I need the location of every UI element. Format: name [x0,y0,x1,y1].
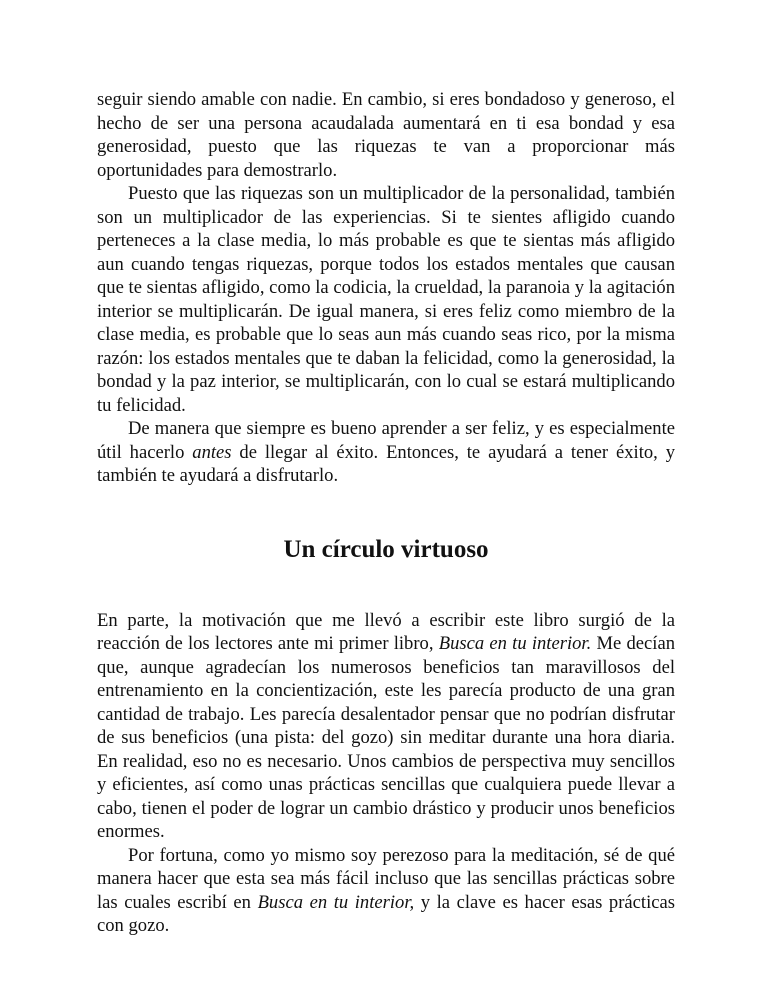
book-page [97,88,675,938]
paragraph-text: de llegar al éxito. Entonces, te ayudará a tener éxito, y también te ayudará a disfrutarlo. [97,441,675,486]
paragraph-learn-happiness [97,417,675,488]
paragraph-text: Por fortuna, como yo mismo soy perezoso para la meditación, sé de qué manera hacer que esta sea más fácil incluso que las sencillas prácticas sobre las cuales escribí en [97,844,675,913]
section-heading: Un círculo virtuoso [283,535,489,563]
paragraph-continued [97,88,675,182]
emphasis-text: antes [192,441,232,463]
book-title-italic: Busca en tu interior. [438,633,592,654]
paragraph-text: De manera que siempre es bueno aprender a ser feliz, y es especialmente útil hacerlo [97,418,675,463]
book-title-italic: Busca en tu interior, [257,891,415,913]
paragraph-multiplier [97,182,675,417]
paragraph-motivation [97,609,675,844]
paragraph-text: y la clave es hacer esas prácticas con gozo. [97,891,675,936]
paragraph-text: Puesto que las riquezas son un multiplicador de la personalidad, también son un multiplicador de las experiencias. Si te sientes afligido cuando perteneces a la clase media, lo más probable es que te sientas más afligido aun cuando tengas riquezas, porque todos los estados mentales que causan que te sientas afligido, como la codicia, la crueldad, la paranoia y la agitación interior se multiplicarán. De igual manera, si eres feliz como miembro de la clase media, es probable que lo seas aun más cuando seas rico, por la misma razón: los estados mentales que te daban la felicidad, como la generosidad, la bondad y la paz interior, se multiplicarán, con lo cual se estará multiplicando tu felicidad. [97,183,675,416]
paragraph-text: seguir siendo amable con nadie. En cambio, si eres bondadoso y generoso, el hecho de ser una persona acaudalada aumentará en ti esa bondad y esa generosidad, puesto que las riquezas te van a proporcionar más oportunidades para demostrarlo. [97,89,675,181]
paragraph-fortune [97,844,675,938]
paragraph-text: En parte, la motivación que me llevó a escribir este libro surgió de la reacción de los lectores ante mi primer libro, [97,609,675,654]
paragraph-text: Me decían que, aunque agradecían los numerosos beneficios tan maravillosos del entrenamiento en la concientización, este les parecía producto de una gran cantidad de trabajo. Les parecía desalentador pensar que no podrían disfrutar de sus beneficios (una pista: del gozo) sin meditar durante una hora diaria. En realidad, eso no es necesario. Unos cambios de perspectiva muy sencillos y eficientes, así como unas prácticas sencillas que cualquiera puede llevar a cabo, tienen el poder de lograr un cambio drástico y producir unos beneficios enormes. [97,633,675,842]
